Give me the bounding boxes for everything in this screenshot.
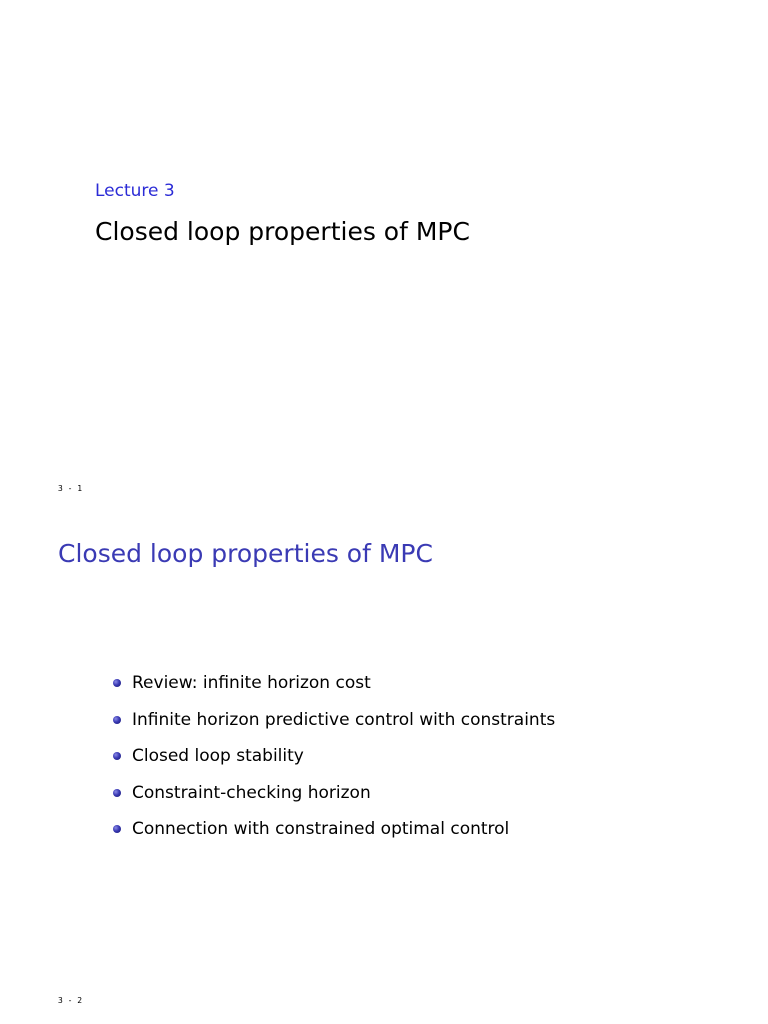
list-item-text: Connection with constrained optimal control	[132, 819, 510, 840]
list-item	[112, 818, 555, 855]
lecture-title: Closed loop properties of MPC	[95, 217, 470, 246]
bullet-icon	[113, 789, 121, 797]
bullet-icon	[113, 716, 121, 724]
page-number: 3 - 2	[58, 996, 83, 1005]
list-item	[112, 782, 555, 819]
list-item	[112, 709, 555, 746]
slide-outline	[0, 512, 768, 1024]
list-item-text: Review: infinite horizon cost	[132, 673, 371, 693]
bullet-icon	[113, 679, 121, 687]
list-item-text: Closed loop stability	[132, 746, 304, 767]
bullet-list	[112, 672, 555, 855]
list-item-text: Constraint-checking horizon	[132, 782, 371, 803]
list-item-text: Infinite horizon predictive control with constraints	[132, 709, 556, 730]
bullet-icon	[113, 825, 121, 833]
page-number: 3 - 1	[58, 484, 83, 493]
frame-title: Closed loop properties of MPC	[58, 539, 433, 568]
list-item	[112, 672, 555, 709]
list-item	[112, 745, 555, 782]
lecture-label: Lecture 3	[95, 181, 175, 201]
bullet-icon	[113, 752, 121, 760]
